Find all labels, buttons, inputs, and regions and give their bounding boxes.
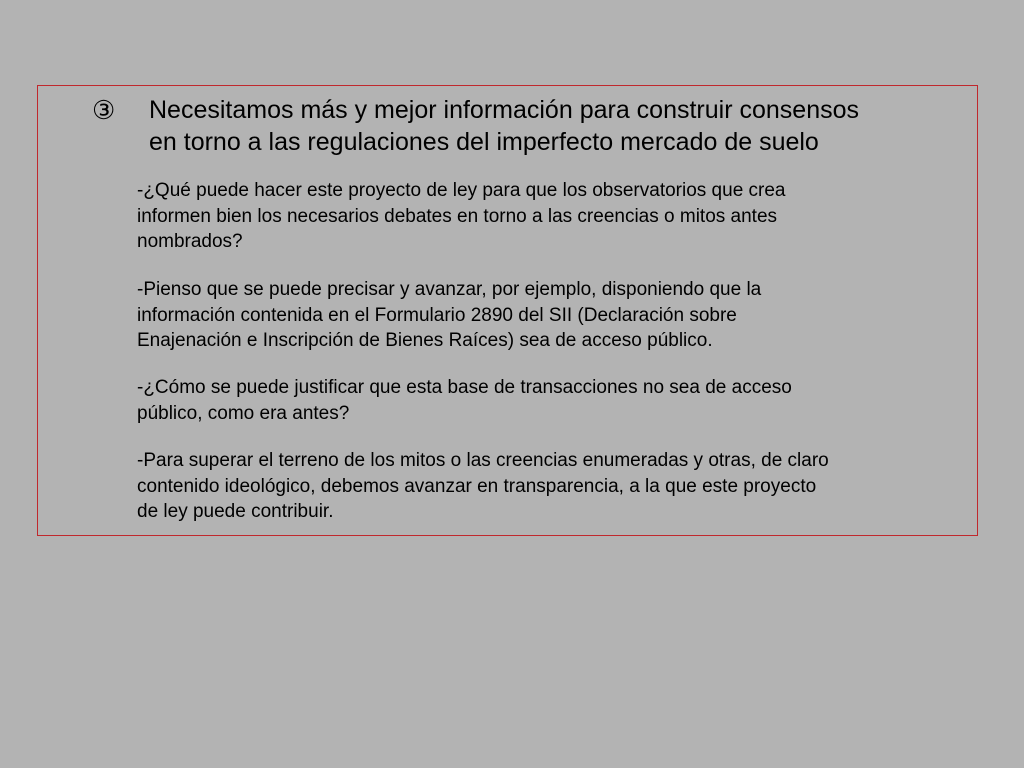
circled-number-three-marker: ③ <box>92 95 116 125</box>
paragraph-question-public-access <box>137 375 977 426</box>
paragraph-line: informen bien los necesarios debates en torno a las creencias o mitos antes <box>137 205 778 227</box>
paragraph-line: de ley puede contribuir. <box>137 501 334 522</box>
paragraph-line: -¿Cómo se puede justificar que esta base de transacciones no sea de acceso <box>137 377 792 398</box>
paragraph-line: -Pienso que se puede precisar y avanzar, por ejemplo, disponiendo que la <box>137 279 762 300</box>
paragraph-line: público, como era antes? <box>137 402 350 424</box>
paragraph-transparency <box>137 448 977 525</box>
paragraph-line: Enajenación e Inscripción de Bienes Raíces) sea de acceso público. <box>137 330 713 351</box>
paragraph-line: contenido ideológico, debemos avanzar en transparencia, a la que este proyecto <box>137 475 817 497</box>
paragraph-line: -Para superar el terreno de los mitos o las creencias enumeradas y otras, de claro <box>137 450 829 471</box>
paragraph-formulario-2890 <box>137 277 977 354</box>
paragraph-line: nombrados? <box>137 231 243 252</box>
heading-line: en torno a las regulaciones del imperfecto mercado de suelo <box>149 128 819 156</box>
paragraph-line: -¿Qué puede hacer este proyecto de ley para que los observatorios que crea <box>137 180 786 201</box>
paragraph-line: información contenida en el Formulario 2890 del SII (Declaración sobre <box>137 304 737 326</box>
slide-heading <box>149 94 969 158</box>
paragraph-question-observatories <box>137 178 977 255</box>
heading-line: Necesitamos más y mejor información para construir consensos <box>149 96 859 124</box>
